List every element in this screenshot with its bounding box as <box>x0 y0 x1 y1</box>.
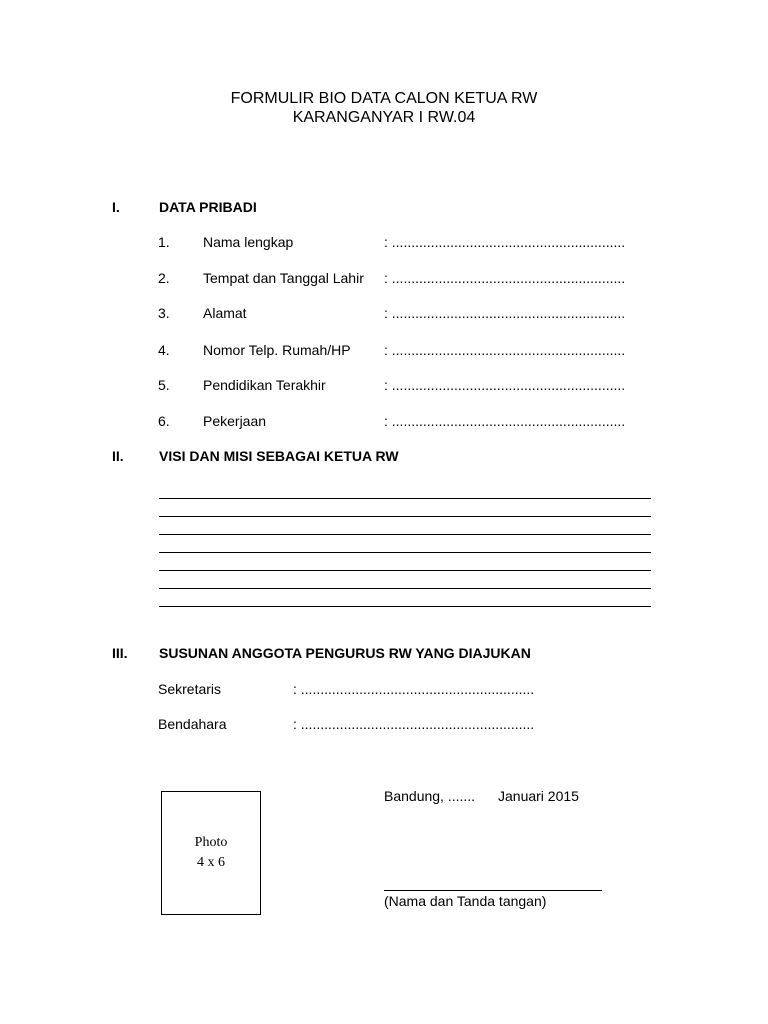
month-year: Januari 2015 <box>498 788 579 804</box>
photo-placeholder <box>161 791 261 915</box>
writing-line <box>159 498 651 499</box>
item-label: Bendahara <box>158 716 227 732</box>
item-label: Pekerjaan <box>203 413 267 429</box>
item-fill-line[interactable]: : ............................................................ <box>384 234 626 250</box>
writing-line <box>159 516 651 517</box>
section1-title: DATA PRIBADI <box>159 199 257 215</box>
item-label: Nomor Telp. Rumah/HP <box>203 342 351 358</box>
item-fill-line[interactable]: : ............................................................ <box>384 342 626 358</box>
item-number: 6. <box>158 413 170 429</box>
writing-line <box>159 552 651 553</box>
form-title-line2: KARANGANYAR I RW.04 <box>292 109 476 126</box>
item-fill-line[interactable]: : ............................................................ <box>384 270 626 286</box>
writing-line <box>159 606 651 607</box>
signature-line[interactable] <box>384 890 602 891</box>
item-fill-line[interactable]: : ............................................................ <box>293 716 535 732</box>
place-date: Bandung, ....... <box>384 788 476 804</box>
item-label: Sekretaris <box>158 681 222 697</box>
item-number: 5. <box>158 377 170 393</box>
writing-line <box>159 570 651 571</box>
item-number: 4. <box>158 342 170 358</box>
item-number: 2. <box>158 270 170 286</box>
item-number: 1. <box>158 234 170 250</box>
section2-number: II. <box>112 448 124 464</box>
form-title-line1: FORMULIR BIO DATA CALON KETUA RW <box>230 90 538 107</box>
item-fill-line[interactable]: : ............................................................ <box>384 305 626 321</box>
item-fill-line[interactable]: : ............................................................ <box>384 377 626 393</box>
section2-title: VISI DAN MISI SEBAGAI KETUA RW <box>159 448 399 464</box>
writing-line <box>159 534 651 535</box>
item-fill-line[interactable]: : ............................................................ <box>293 681 535 697</box>
item-label: Tempat dan Tanggal Lahir <box>203 270 364 286</box>
section3-number: III. <box>112 645 128 661</box>
item-label: Nama lengkap <box>203 234 294 250</box>
writing-line <box>159 588 651 589</box>
photo-size: 4 x 6 <box>197 855 225 870</box>
item-label: Alamat <box>203 305 247 321</box>
signature-caption: (Nama dan Tanda tangan) <box>384 893 547 909</box>
section1-number: I. <box>112 199 120 215</box>
item-fill-line[interactable]: : ............................................................ <box>384 413 626 429</box>
section3-title: SUSUNAN ANGGOTA PENGURUS RW YANG DIAJUKAN <box>159 645 531 661</box>
item-number: 3. <box>158 305 170 321</box>
item-label: Pendidikan Terakhir <box>203 377 326 393</box>
photo-label: Photo <box>194 835 228 850</box>
